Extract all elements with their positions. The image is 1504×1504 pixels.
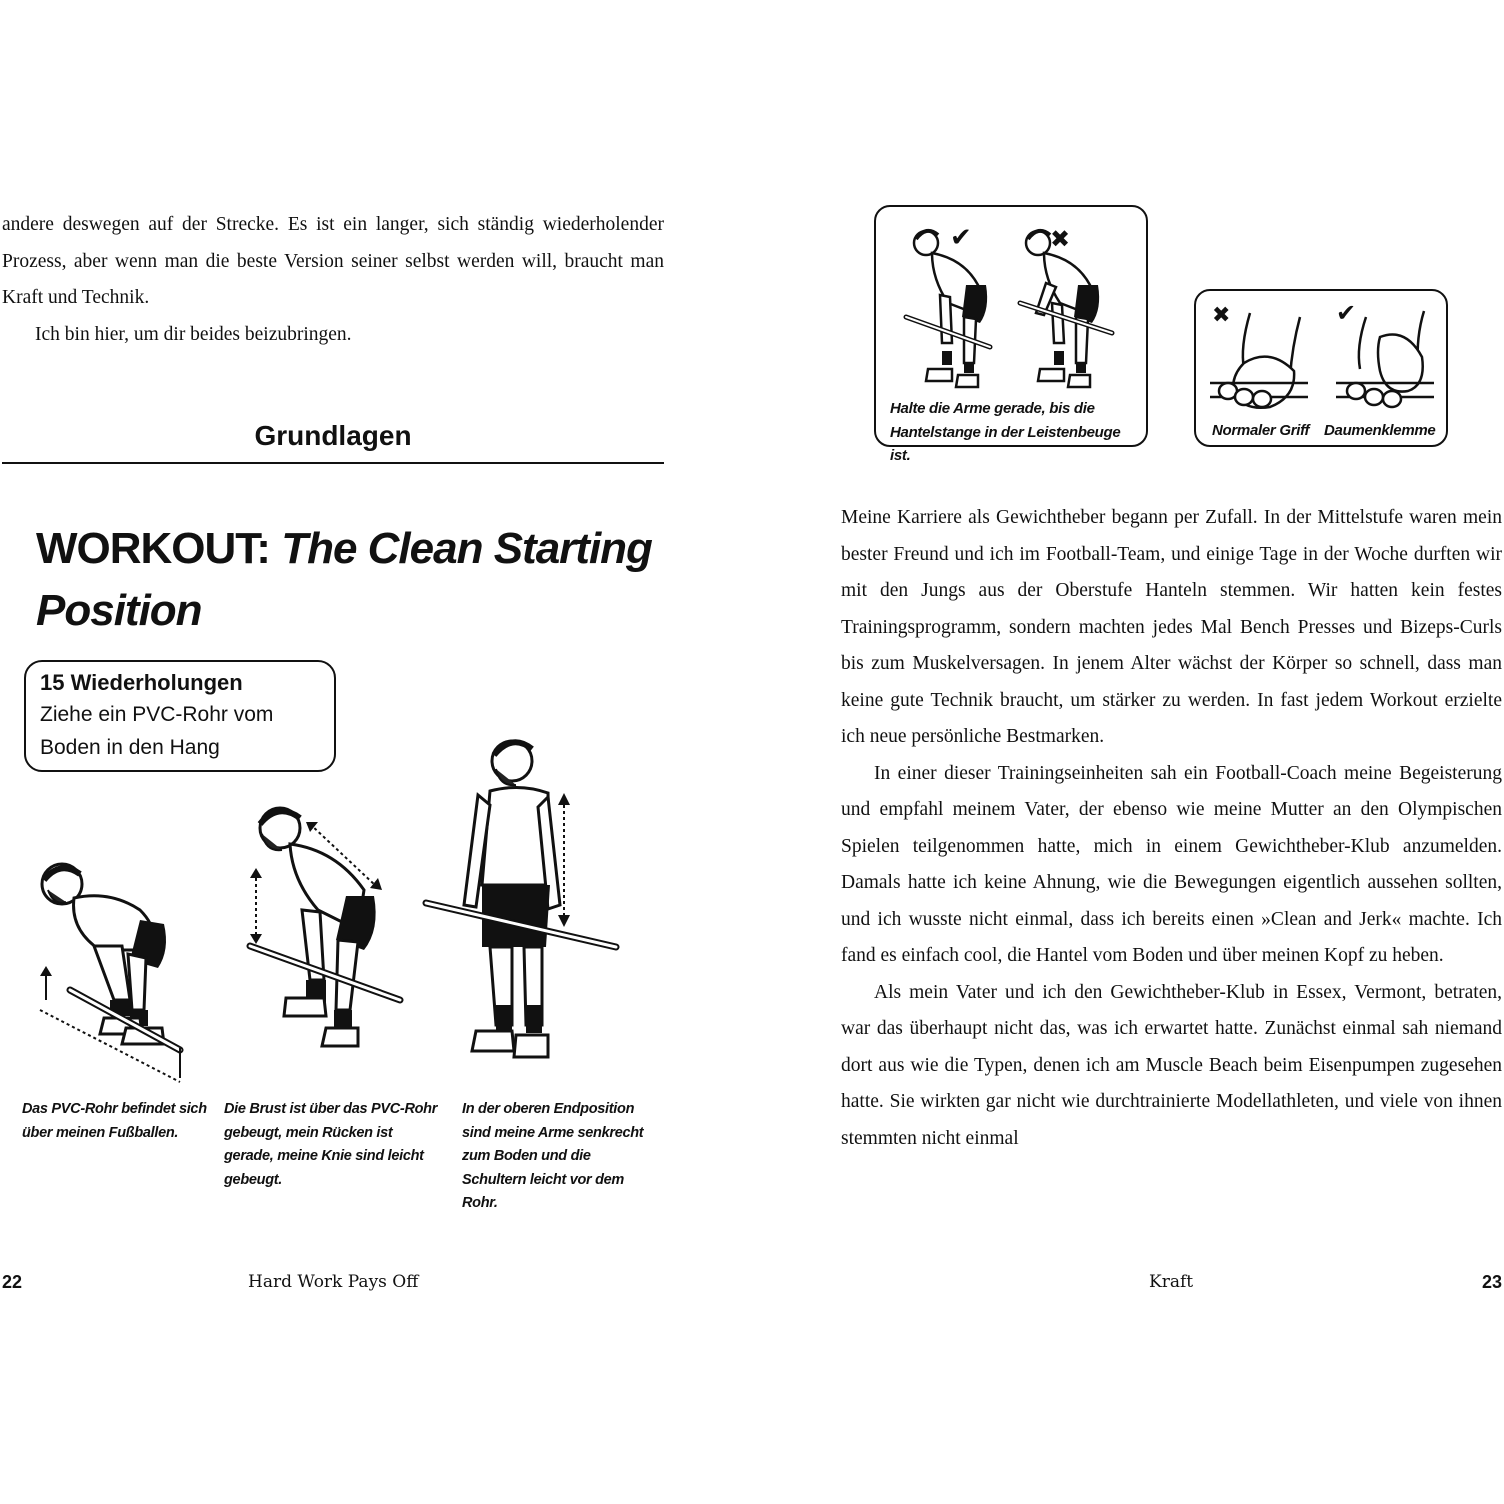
grip-panel <box>1194 289 1448 447</box>
heading-rule <box>2 462 664 464</box>
arms-panel <box>874 205 1148 464</box>
hinge-correct-figure <box>904 223 994 393</box>
workout-title <box>36 518 656 642</box>
workout-label: WORKOUT: <box>36 524 270 573</box>
illustration-start-position <box>30 850 200 1090</box>
illustration-hinge-position <box>240 800 420 1060</box>
paragraph: andere deswegen auf der Strecke. Es ist ein langer, sich ständig wiederholender Prozess, aber wenn man die beste Version seiner selbst werden will, braucht man Kraft und Technik. <box>2 214 664 308</box>
cross-icon: ✖ <box>1212 303 1231 328</box>
grip-label-hook: Daumenklemme <box>1324 422 1436 439</box>
page-number: 23 <box>1481 1272 1502 1292</box>
workout-name-line2: Position <box>36 586 202 635</box>
left-body-text <box>2 207 664 353</box>
cross-icon: ✖ <box>1050 225 1071 253</box>
right-body-text <box>841 500 1502 1157</box>
running-footer: Kraft <box>1149 1272 1194 1292</box>
arms-caption: Halte die Arme gerade, bis die Hantelstange in der Leistenbeuge ist. <box>890 400 1121 464</box>
check-icon: ✔ <box>1336 299 1357 327</box>
caption-hinge: Die Brust ist über das PVC-Rohr gebeugt, mein Rücken ist gerade, meine Knie sind leicht gebeugt. <box>224 1101 438 1188</box>
paragraph: In einer dieser Trainingseinheiten sah ein Football-Coach meine Begeisterung und empfahl meinem Vater, der ebenso wie meine Mutter an den Olympischen Spielen teilgenommen hatte, mich in einem Gewichtheber-Klub anzumelden. Damals hatte ich keine Ahnung, wie die Bewegungen eigentlich aussehen sollten, und ich wusste nicht einmal, dass ich bereits einen »Clean and Jerk« machte. Ich fand es einfach cool, die Hantel vom Boden und über meinen Kopf zu heben. <box>841 762 1502 966</box>
reps-box <box>24 660 336 772</box>
check-icon: ✔ <box>950 223 972 253</box>
paragraph: Als mein Vater und ich den Gewichtheber-Klub in Essex, Vermont, betraten, war das überhaupt nicht das, was ich erwartet hatte. Zunächst einmal sah niemand dort aus wie die Typen, denen ich am Muscle Beach beim Eisenpumpen zugesehen hatte. Sie wirkten gar nicht wie durchtrainierte Modellathleten, und viele von ihnen stemmten nicht einmal <box>841 981 1502 1149</box>
page-number: 22 <box>2 1272 23 1292</box>
reps-instruction: Ziehe ein PVC-Rohr vom Boden in den Hang <box>40 703 274 759</box>
right-page <box>752 0 1504 1504</box>
reps-count: 15 Wiederholungen <box>40 670 243 695</box>
paragraph: Meine Karriere als Gewichtheber begann per Zufall. In der Mittelstufe waren mein bester Freund und ich im Football-Team, und einige Tage in der Woche durften wir mit den Jungs aus der Oberstufe Hanteln stemmen. Wir hatten kein festes Trainingsprogramm, sondern machten jedes Mal Bench Presses und Bizeps-Curls bis zum Muskelversagen. In jenem Alter wächst der Körper so schnell, dass man keine gute Technik braucht, um stärker zu werden. In fast jedem Workout erzielte ich neue persönliche Bestmarken. <box>841 507 1502 747</box>
normal-grip-hand <box>1210 303 1310 417</box>
caption-standing: In der oberen Endposition sind meine Arme senkrecht zum Boden und die Schultern leicht vor dem Rohr. <box>462 1101 644 1211</box>
workout-name-line1: The Clean Starting <box>281 524 652 573</box>
section-heading: Grundlagen <box>254 420 412 451</box>
grip-label-normal: Normaler Griff <box>1212 422 1310 439</box>
caption-start: Das PVC-Rohr befindet sich über meinen Fußballen. <box>22 1101 207 1141</box>
running-footer: Hard Work Pays Off <box>248 1272 419 1292</box>
paragraph: Ich bin hier, um dir beides beizubringen. <box>35 323 352 345</box>
illustration-standing-position <box>420 735 620 1075</box>
hook-grip-hand <box>1336 307 1436 417</box>
